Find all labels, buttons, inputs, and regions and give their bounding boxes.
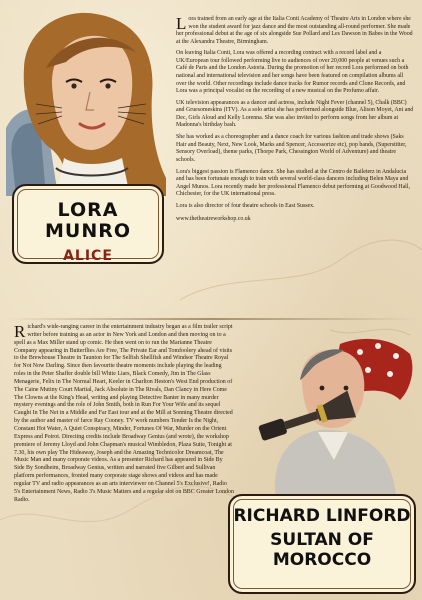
drop-cap: R: [14, 322, 26, 341]
bio-paragraph: Lora trained from an early age at the Italia Conti Academy of Theatre Arts in London where she won the student award for jazz dance and the most outstanding all-round performer. She made her professional debut at the age of six alongside Sue Pollard and Les Dawson in Babes in the Wood at the Alexandra Theatre, Birmingham.: [176, 14, 413, 45]
website-link[interactable]: www.thetheatreworkshop.co.uk: [176, 215, 251, 222]
character-role-line-2: MOROCCO: [272, 550, 372, 571]
richard-linford-biography: [14, 324, 234, 504]
lora-munro-name-plate: [12, 184, 164, 264]
character-role-line-1: SULTAN OF: [270, 529, 374, 550]
character-role: ALICE: [63, 247, 113, 264]
bio-paragraph: Lora's biggest passion is Flamenco dance. She has studied at the Centro de Baileterz in Andalucia and has been fortunate enough to train with several world-class dancers including Belen Maya and Angel Munos. Lora recently made her professional Flamenco debut performing at Goodwood Hall, Chichester, for the UK international press.: [176, 168, 410, 198]
lora-munro-photo: [6, 8, 166, 196]
section-divider: [6, 318, 416, 320]
bio-paragraph: Richard's wide-ranging career in the entertainment industry began as a film trailer script writer before training as an actor in New York and London and then moving on to a spell as a Max Miller stand up comic. He then went on to run the Marianne Theatre Company appearing in Butterflies Are Free, The Private Ear and Tomfoolery ahead of visits to the Brewhouse Theatre in Taunton for The Selfish Shellfish and Windsor Theatre Royal for Not Now Darling. Since then favourite theatre moments include playing the leading roles in the Peter Shaffer double bill White Liars, Black Comedy, Jim in The Glass Menagerie, Felix in The Normal Heart, Keeler in Charlton Heston's West End production of The Caine Mutiny Court Martial, Jack Absolute in The Rivals, Dan Clancy in Here Come The Clowns at the King's Head, writing and playing Detective Banter in many murder mystery evenings and the role of John Smith, both in Run For Your Wife and its sequel Caught In The Net in a Middle and Far East tour and at the Mill at Sonning Theatre directed by the author and master of farce Ray Cooney. TV work numbers Tender Is the Night, Constant Hot Water, A Quiet Conspiracy, Minder, Fortunes Of War, Murder on the Orient Express and Poirot. Directing credits include Broadway Genius (and wrote), the workshop premiere of Jeremy Lloyd and John Chapman's musical Wimbledon, Plaza Suite, Tonight at 7.30, his own play The Hideaway, Joseph and the Amazing Technicolor Dreamcoat, The Music Man and many corporate videos. As a presenter Richard has appeared in Side By Side By Sondheim, Broadway Genius, written and narrated five Gilbert and Sullivan platform performances, fronted many corporate stage shows and videos and has made regular TV and radio appearances as an arts interviewer on Channel 5's Exclusive!, Radio 5's Entertainment News, Radio 3's Music Matters and a regular slot on BBC Greater London Radio.: [14, 322, 234, 503]
lora-munro-biography: [176, 16, 414, 227]
bio-paragraph: On leaving Italia Conti, Lora was offered a recording contract with a record label and a UK/European tour followed performing live to audiences of over 20,000 people at venues such a Café de Paris and the London Astoria. During the promotion of her record Lora performed on both national and international television and her songs have been featured on compilation albums all over the world. Other recordings include dance tracks for Rumor records and Clone Records, and Lora was a principal vocalist on the recording of a new musical on the Profumo affair.: [176, 50, 409, 95]
bio-paragraph: She has worked as a choreographer and a dance coach for various fashion and trade shows (Saks Hair and Beauty, Next, New Look, Marks and Spencer, Accessorize etc), pop bands, (Superstitter, Sensory Overload), theme parks, (Thorpe Park, Chessington World of Adventure) and theatre schools.: [176, 134, 407, 163]
drop-cap: L: [176, 14, 187, 33]
performer-name: RICHARD LINFORD: [233, 506, 411, 526]
richard-linford-name-plate: [228, 494, 416, 594]
bio-paragraph: UK television appearances as a dancer and actress, include Night Fever (channel 5), Chalk (BBC) and Gruesomeskins (ITV). As a solo artist she has performed alongside Blue, Alison Moyet, Ant and Dec, Girls Aloud and Kelly Lorenna. She was also invited to perform songs from her album at Madonna's birthday bash.: [176, 99, 414, 129]
richard-linford-photo: [240, 330, 416, 500]
bio-paragraph: Lora is also director of four theatre schools in East Sussex.: [176, 202, 315, 209]
performer-name: LORA MUNRO: [44, 199, 132, 242]
